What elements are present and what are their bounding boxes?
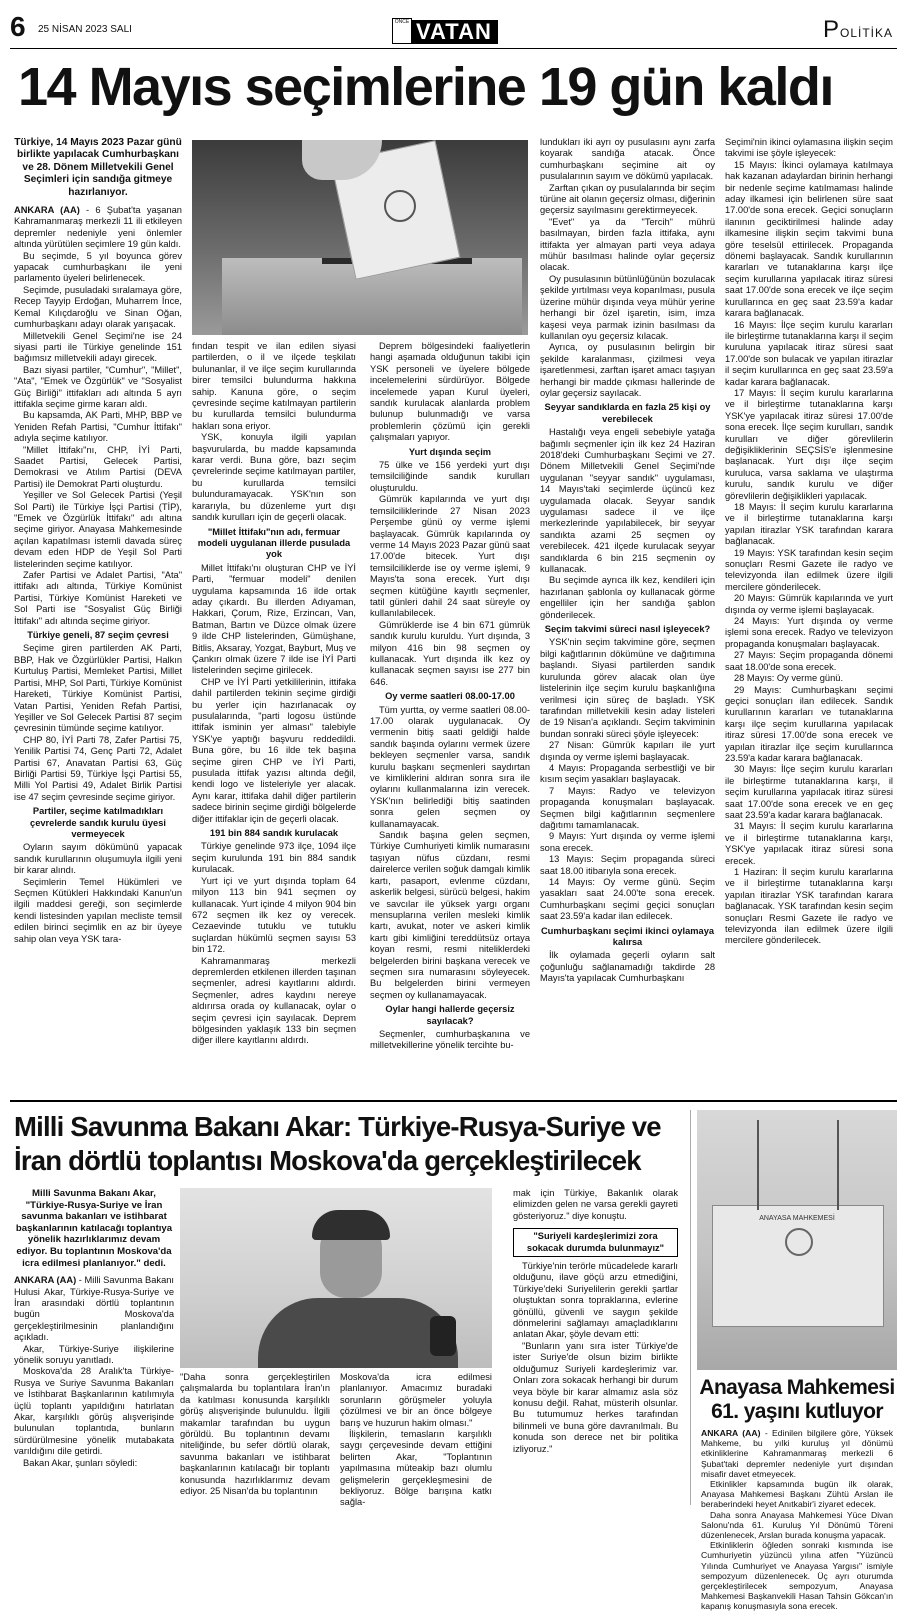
subheading: Seçim takvimi süreci nasıl işleyecek? bbox=[544, 624, 711, 635]
paragraph: "Daha sonra gerçekleştirilen çalışmalarda bu toplantılara İran'ın da katılması konusunda karşılıklı görüş alışverişinde bulunuldu. İlgili makamlar tarafından bu uygun görüldü. Bu toplantının devamı niteliğinde, bu sefer dörtlü olarak, savunma bakanları ve istihbarat başkanlarının katılacağı bir toplantı konusunda hazırlıklarımız devam ediyor. 25 Nisan'da bu toplantının bbox=[180, 1372, 330, 1497]
main-headline: 14 Mayıs seçimlerine 19 gün kaldı bbox=[18, 57, 833, 117]
paragraph: 14 Mayıs: Oy verme günü. Seçim yasakları saat 24.00'te sona erecek. Cumhurbaşkanı seçimi geçici sonuçları saat 23.59'a kadar ilan edilecek. bbox=[540, 877, 715, 922]
paragraph: Seçimlerin Temel Hükümleri ve Seçmen Kütükleri Hakkındaki Kanun'un ilgili maddesi gereği, son seçimlerde kendi listesinden yapılan mecliste temsil edilen birinci seçimlik en az bir üyeye sahip olan veya YSK tara- bbox=[14, 876, 182, 944]
paragraph: mak için Türkiye, Bakanlık olarak elimizden gelen ne varsa gerekli gayreti gösteriyoruz." diye konuştu. bbox=[513, 1188, 678, 1221]
paragraph: Tüm yurtta, oy verme saatleri 08.00-17.00 olarak uygulanacak. Oy vermenin bitiş saati geldiği halde sandık başında oylarını vermek üzere bekleyen seçmenler varsa, sandık kurulu başkanı seçmenleri saydırtan ve kimliklerini aldıran sonra sıra ile oylarını kullanmalarına izin verecek. YSK'nın belirlediği bitiş saatinden sonra gelen seçmen oy kullanamayacak. bbox=[370, 704, 530, 829]
paragraph: Gümrüklerde ise 4 bin 671 gümrük sandık kurulu kuruldu. Yurt dışında, 3 milyon 416 bin 98 seçmen oy kullanacak. Yurt dışında ilk kez oy kullanacak seçmen sayısı ise 277 bin 646. bbox=[370, 619, 530, 687]
paragraph: İlk oylamada geçerli oyların salt çoğunluğu sağlanamadığı takdirde 28 Mayıs'ta yapılacak Cumhurbaşkanı bbox=[540, 950, 715, 984]
dateline: ANKARA (AA) bbox=[701, 1428, 761, 1438]
paragraph: Yurt içi ve yurt dışında toplam 64 milyon 113 bin 941 seçmen oy kullanacak. Yurt içinde 4 milyon 904 bin 672 seçmen ilk kez oy verecek. Cezaevinde tutuklu ve tutuklu suçlardan hükümlü seçmen sayısı 53 bin 172. bbox=[192, 875, 356, 955]
headline-line-1: Anayasa Mahkemesi bbox=[699, 1376, 895, 1399]
paragraph: Moskova'da 28 Aralık'ta Türkiye-Rusya ve Suriye Savunma Bakanları ve İstihbarat Başkanlarının katılımıyla üçlü toplantı yapıldığını hatırlatan Akar, karşılıklı görüş alışverişinde bulunulan toplantıda, bunların sürdürülmesine yönelik mutabakata varıldığını dile getirdi. bbox=[14, 1366, 174, 1457]
building-shape bbox=[712, 1205, 884, 1327]
logo-emblem bbox=[392, 18, 412, 44]
paragraph: Yeşiller ve Sol Gelecek Partisi (Yeşil Sol Parti) ile Türkiye İşçi Partisi (TİP), "Emek ve Özgürlük İttifakı" adı altına seçime giriyor. Anayasa Mahkemesinde açılan kapatılması istemli davada süreç devam eden HDP de Yeşil Sol Parti listelerinden seçime katılıyor. bbox=[14, 490, 182, 569]
paragraph: "Millet İttifakı"nı, CHP, İYİ Parti, Saadet Partisi, Gelecek Partisi, Demokrasi ve Atılım Partisi (DEVA Partisi) ile Demokrat Parti oluşturdu. bbox=[14, 444, 182, 489]
subheading: Yurt dışında seçim bbox=[408, 446, 492, 457]
headline-line-2: İran dörtlü toplantısı Moskova'da gerçekleştirilecek bbox=[14, 1145, 641, 1176]
subheading: "Millet İttifakı"nın adı, fermuar modeli uygulanan illerde pusulada yok bbox=[197, 526, 351, 560]
paragraph: Zarftan çıkan oy pusulalarında bir seçim türüne ait olanın geçersiz olması, diğerinin geçersiz sayılmasını gerektirmeyecek. bbox=[540, 182, 715, 216]
paragraph: CHP ve İYİ Parti yetkililerinin, ittifaka dahil partilerden tekinin seçime girdiği bu yerler için hazırlanacak oy pusulalarında, "parti logosu üstünde ittifak isminin yer alması" talebiyle YSK'ye yaptığı başvuru reddedildi. Buna göre, bu 16 ilde tek başına seçime giren CHP ve İYİ Parti, pusulada ittifak yazısı altında değil, kendi logo ve listeleriyle yer alacak. Aynı karar, ittifaka dahil diğer partilerin sadece birinin seçime girdiği bölgelerde diğer ittifaklar için de geçerli olacak. bbox=[192, 676, 356, 824]
page-number: 6 bbox=[10, 11, 26, 42]
article3-body bbox=[701, 1428, 893, 1612]
paragraph: Türkiye'nin terörle mücadelede kararlı olduğunu, ilave göçü arzu etmediğini, Türkiye'deki Suriyelilerin gerekli şartlar oluştuktan sonra topraklarına, evlerine gönüllü, güvenli ve saygın şekilde dönmelerini sağlamayı amaçladıklarını anlatan Akar, şöyle devam etti: bbox=[513, 1261, 678, 1340]
paragraph: Seçime giren partilerden AK Parti, BBP, Hak ve Özgürlükler Partisi, Halkın Kurtuluş Partisi, Memleket Partisi, Millet Partisi, MHP, Sol Parti, Türkiye Komünist Hareketi, Türkiye Komünist Partisi, Vatan Partisi, Yeniden Refah Partisi, Yeşiller ve Sol Gelecek Partisi 87 seçim çevresinin tümünde seçime katılıyor. bbox=[14, 643, 182, 734]
logo-top-text: ÖNCE bbox=[394, 19, 410, 25]
article1-column-3 bbox=[370, 341, 530, 1091]
paragraph: Bu seçimde, 5 yıl boyunca görev yapacak cumhurbaşkanı ile yeni parlamento üyeleri belirlenecek. bbox=[14, 250, 182, 284]
paragraph: 18 Mayıs: İl seçim kurulu kararlarına ve il birleştirme tutanaklarına karşı yapılan itirazlar YSK tarafından karara bağlanacak. bbox=[725, 502, 893, 547]
article2-column-1 bbox=[14, 1188, 174, 1500]
paragraph: 17 Mayıs: İl seçim kurulu kararlarına ve il birleştirme tutanaklarına karşı YSK'ye yapılacak itiraz süresi 17.00'de sona erecek. İlçe seçim kurulları, sandık kurulları ve diğer görevlilerin değişikliklerinin SEÇSİS'e işlenmesine başlanacak. Yurt dışı ilçe seçim kuruluca, varsa saklama ve ulaştırma kurulu, sandık kurulu ve diğer görevlilerin değişiklikleri yapılacak. bbox=[725, 387, 893, 501]
paragraph: Ayrıca, oy pusulasının belirgin bir şekilde karalanması, çizilmesi veya işaretlenmesi, zarftan işaret amacı taşıyan herhangi bir madde çıkması hallerinde de oylar geçersiz sayılacak. bbox=[540, 342, 715, 398]
article3-first-paragraph bbox=[701, 1428, 893, 1479]
ballot-box-photo bbox=[192, 140, 528, 335]
paragraph: 31 Mayıs: İl seçim kurulu kararlarına ve il birleştirme tutanaklarına karşı, YSK'ye yapılacak itiraz süresi sona erecek. bbox=[725, 821, 893, 866]
paragraph: 15 Mayıs: İkinci oylamaya katılmaya hak kazanan adaylardan birinin herhangi bir nedenle seçime katılmaması halinde aday ilkamesi için belirlenen süre saat 17.00'de sona erecek. Geçici sonuçların ilanının geciktirilmesi halinde aday ilkamesine ilişkin seçim takvimi buna göre teselsül ettirilecek. Propaganda dönemi başlayacak. Sandık kurullarının kararları ve tutanaklarına karşı ilçe seçim kurullarına yapılacak itiraz süresi saat 17.00'de sona erecek ve ilçe seçim kurullarınca en geç saat 23.59'a kadar karara bağlanacak. bbox=[725, 159, 893, 319]
article1-column-1 bbox=[14, 137, 182, 1092]
subheading: "Suriyeli kardeşlerimizi zora sokacak durumda bulunmayız" bbox=[513, 1228, 678, 1257]
paragraph: 28 Mayıs: Oy verme günü. bbox=[734, 673, 844, 684]
article2-column-3 bbox=[340, 1372, 492, 1508]
first-paragraph-text: - Edinilen bilgilere göre, Yüksek Mahkeme, bu yılki kuruluş yıl dönümü etkinliklerine Kahramanmaraş merkezli 6 Şubat'taki depremler nedeniyle yurt dışından misafir davet etmeyecek. bbox=[701, 1428, 893, 1479]
paragraph: 19 Mayıs: YSK tarafından kesin seçim sonuçları Resmi Gazete ile radyo ve televizyonda ilan edilmek üzere ilgili mercilere gönderilecek. bbox=[725, 547, 893, 592]
paragraph: Akar, Türkiye-Suriye ilişkilerine yönelik soruyu yanıtladı. bbox=[14, 1343, 174, 1365]
paragraph: Bakan Akar, şunları söyledi: bbox=[23, 1457, 138, 1468]
paragraph: Oyların sayım dökümünü yapacak sandık kurullarının oluşumuyla ilgili yeni bir karar alındı. bbox=[14, 842, 182, 876]
paragraph: 29 Mayıs: Cumhurbaşkanı seçimi geçici sonuçları ilan edilecek. Sandık kurullarının kararları ve tutanaklarına karşı ilçe seçim kurullarına yapılacak itiraz süresi 17.00'de sona erecek ve yapılan itirazlar ilçe seçim kurullarınca 23.59'a kadar karara bağlanacak. bbox=[725, 684, 893, 763]
dateline: ANKARA (AA) bbox=[14, 1275, 77, 1286]
first-paragraph-text: - 6 Şubat'ta yaşanan Kahramanmaraş merkezli 11 ili etkileyen depremler nedeniyle yeni önlemler altında yürütülen seçimlere 19 gün kaldı. bbox=[14, 205, 182, 250]
subheading: Oy verme saatleri 08.00-17.00 bbox=[385, 691, 515, 702]
headline-line-1: Milli Savunma Bakanı Akar: Türkiye-Rusya-Suriye ve bbox=[14, 1111, 661, 1142]
article3-box bbox=[690, 1110, 898, 1612]
paragraph: 16 Mayıs: İlçe seçim kurulu kararları ile birleştirme tutanaklarına karşı il seçim kuruluna yapılacak itiraz süresi saat 17.00'de son bulacak ve yapılan itirazlar il seçim kurullarınca en geç saat 23.59'a kadar karara bağlanacak. bbox=[725, 319, 893, 387]
article2-column-4 bbox=[513, 1188, 678, 1502]
microphone-icon bbox=[430, 1316, 456, 1356]
paragraph: "Evet" ya da "Tercih" mührü basılmayan, birden fazla ittifaka, aynı ittifakta yer almayan parti veya adaya mühür basılması halinde oylar geçersiz olacak. bbox=[540, 216, 715, 273]
constitutional-court-photo bbox=[697, 1110, 897, 1370]
paragraph: CHP 80, İYİ Parti 78, Zafer Partisi 75, Yenilik Partisi 74, Genç Parti 72, Adalet Partisi 67, Anavatan Partisi 63, Güç Birliği Partisi 59, Türkiye İşçi Partisi 55, Milli Yol Partisi 49, Adalet Birlik Partisi ise 47 seçim çevresinde seçime giriyor. bbox=[14, 734, 182, 802]
paragraph: lundukları iki ayrı oy pusulasını aynı zarfa koyarak sandığa atacak. Önce cumhurbaşkanı seçimine ait oy pusulalarının sayım ve dökümü yapılacak. bbox=[540, 137, 715, 182]
article2-column-2 bbox=[180, 1372, 330, 1502]
paragraph: 9 Mayıs: Yurt dışında oy verme işlemi sona erecek. bbox=[540, 831, 715, 853]
paragraph: Kahramanmaraş merkezli depremlerden etkilenen illerden taşınan seçmenler, adresi kayıtlarını aldırdı. Seçmenler, adres kaydını nereye aldırırsa orada oy kullanacak, oylar o seçim çevresi için sayılacak. Deprem bölgesinden yaklaşık 133 bin seçmen diğer illere kayıtlarını aldırdı. bbox=[192, 955, 356, 1046]
article1-column-5 bbox=[725, 137, 893, 1092]
paragraph: fından tespit ve ilan edilen siyasi partilerden, o il ve ilçede teşkilatı bulunanlar, il ve ilçe seçim kurullarında birer temsilci bulundurma hakkına sahip. Kanuna göre, o seçim çevresinde seçime katılmayan partilerin bu kurullarda temsilci bulundurma hakları sona eriyor. bbox=[192, 341, 356, 431]
subheading: Türkiye geneli, 87 seçim çevresi bbox=[27, 630, 169, 641]
article2-headline bbox=[14, 1110, 684, 1178]
paragraph: 24 Mayıs: Yurt dışında oy verme işlemi sona erecek. Radyo ve televizyon propaganda konuşmaları başlayacak. bbox=[725, 616, 893, 649]
paragraph: Seçimde, pusuladaki sıralamaya göre, Recep Tayyip Erdoğan, Muharrem İnce, Kemal Kılıçdaroğlu ve Sinan Oğan, cumhurbaşkanı adayı olarak yarışacak. bbox=[14, 284, 182, 330]
article1-first-paragraph bbox=[14, 205, 182, 251]
subheading: 191 bin 884 sandık kurulacak bbox=[209, 828, 339, 839]
subheading: Partiler, seçime katılmadıkları çevrelerde sandık kurulu üyesi vermeyecek bbox=[30, 806, 166, 839]
paragraph: 7 Mayıs: Radyo ve televizyon propaganda konuşmaları başlayacak. Seçmen bilgi kağıtlarının seçmenlere dağıtımı tamamlanacak. bbox=[540, 785, 715, 830]
logo-wordmark: VATAN bbox=[412, 20, 498, 44]
paragraph: Millet İttifakı'nı oluşturan CHP ve İYİ Parti, "fermuar modeli" denilen uygulama kapsamında 16 ilde ortak aday çıkardı. Bu illerden Adıyaman, Hakkari, Çorum, Rize, Erzincan, Van, Batman, Bartın ve Düzce olmak üzere 9 ilde CHP listelerinden, Gümüşhane, Bitlis, Aksaray, Yozgat, Bayburt, Muş ve Çankırı olmak üzere 7 ilde ise İYİ Parti listelerinden seçime girilecek. bbox=[192, 562, 356, 676]
paragraph: Moskova'da icra edilmesi planlanıyor. Amacımız buradaki sorunların görüşmeler yoluyla çözülmesi ve bir an önce bölgeye barış ve huzurun hakim olması." bbox=[340, 1372, 492, 1428]
paragraph: 27 Mayıs: Seçim propaganda dönemi saat 18.00'de sona erecek. bbox=[725, 650, 893, 672]
person-body bbox=[258, 1298, 458, 1368]
article1-lead: Türkiye, 14 Mayıs 2023 Pazar günü birlikte yapılacak Cumhurbaşkanı ve 28. Dönem Milletvekili Genel Seçimleri için sandığa gitmeye hazırlanıyor. bbox=[14, 137, 182, 198]
paragraph: Etkinliklerin öğleden sonraki kısmında ise Cumhuriyetin yüzüncü yılına atfen "Yüzüncü Yılında Cumhuriyet ve Anayasa Yargısı" ismiyle sempozyum düzenlenecek. Üç ayrı oturumda gerçekleştirilecek sempozyum, Anayasa Mahkemesi Başkanvekili Hasan Tahsin Gökcan'ın kapanış konuşmasıyla sona erecek. bbox=[701, 1540, 893, 1612]
paragraph: Oy pusulasının bütünlüğünün bozulacak şekilde yırtılması veya koparılması, pusula üzerine mühür dışında veya mühür yerine herhangi bir özel işaretin, isim, imza kaşesi veya parmak izinin basılması da kullanılan oyu geçersiz kılacak. bbox=[540, 273, 715, 341]
building-sign: ANAYASA MAHKEMESİ bbox=[759, 1215, 835, 1222]
paragraph: İlişkilerin, temasların karşılıklı saygı çerçevesinde devam ettiğini belirten Akar, "Toplantının yapılmasına müteakip bazı olumlu gelişmelerin gerçekleşmesini de bekliyoruz. Bölge barışına katkı sağla- bbox=[340, 1429, 492, 1508]
header-rule bbox=[10, 48, 897, 49]
page-header bbox=[0, 0, 907, 52]
paragraph: YSK'nin seçim takvimine göre, seçmen bilgi kağıtlarının dökümüne ve dağıtımına başlandı. Siyasi partilerden sandık kurulunda görev alacak olan üye listelerinin ilçe seçim kurulu başkanlığına verilmesi için süreç de başladı. YSK tarafından milletvekili kesin aday listeleri de 19 Nisan'a açıklandı. Seçim takviminin bundan sonraki süreci şöyle işleyecek: bbox=[540, 637, 715, 739]
issue-date: 25 NİSAN 2023 SALI bbox=[38, 24, 132, 35]
paragraph: 20 Mayıs: Gümrük kapılarında ve yurt dışında oy verme işlemi başlayacak. bbox=[725, 593, 893, 615]
article-divider bbox=[10, 1100, 897, 1102]
envelope-seal-icon bbox=[384, 190, 416, 222]
article3-headline bbox=[697, 1376, 897, 1424]
hulusi-akar-photo bbox=[180, 1188, 492, 1368]
section-rest: OLİTİKA bbox=[839, 26, 893, 40]
subheading: Oylar hangi hallerde geçersiz sayılacak? bbox=[385, 1004, 515, 1026]
paragraph: 30 Mayıs: İlçe seçim kurulu kararları ile birleştirme tutanaklarına karşı, il seçim kurullarına yapılacak itiraz süresi saat 17.00'de sona erecek ve en geç saat 23.59'a kadar karara bağlanacak. bbox=[725, 764, 893, 820]
paragraph: 13 Mayıs: Seçim propaganda süreci saat 18.00 itibarıyla sona erecek. bbox=[540, 854, 715, 876]
first-paragraph-text: - Milli Savunma Bakanı Hulusi Akar, Türkiye-Rusya-Suriye ve İran arasındaki dörtlü toplantının bugün Moskova'da gerçekleştirilmesinin planlandığını açıkladı. bbox=[14, 1275, 174, 1343]
section-initial: P bbox=[822, 16, 840, 43]
paragraph: Türkiye genelinde 973 ilçe, 1094 ilçe seçim kurulunda 191 bin 884 sandık kurulacak. bbox=[192, 841, 356, 875]
headline-line-2: 61. yaşını kutluyor bbox=[711, 1400, 883, 1423]
subheading: Cumhurbaşkanı seçimi ikinci oylamaya kalırsa bbox=[540, 925, 715, 948]
article2-lead: Milli Savunma Bakanı Akar, "Türkiye-Rusya-Suriye ve İran savunma bakanları ve istihbarat başkanlarının katılacağı toplantıya yönelik hazırlıklarımız devam ediyor. Bu toplantının Moskova'da icra edilmesi planlanıyor." dedi. bbox=[15, 1188, 173, 1269]
military-cap bbox=[312, 1210, 390, 1240]
paragraph: 27 Nisan: Gümrük kapıları ile yurt dışında oy verme işlemi başlayacak. bbox=[540, 740, 715, 762]
paragraph: Etkinlikler kapsamında bugün ilk olarak, Anayasa Mahkemesi Başkanı Zühtü Arslan ile beraberindeki heyet Anıtkabir'i ziyaret edecek. bbox=[701, 1479, 893, 1510]
section-label bbox=[823, 16, 893, 44]
flagpole bbox=[837, 1120, 839, 1210]
dateline: ANKARA (AA) bbox=[14, 205, 80, 216]
subheading: Seyyar sandıklarda en fazla 25 kişi oy verebilecek bbox=[544, 402, 711, 424]
paragraph: 4 Mayıs: Propaganda serbestliği ve bir kısım seçim yasakları başlayacak. bbox=[540, 762, 715, 785]
paragraph: Hastalığı veya engeli sebebiyle yatağa bağımlı seçmenler için ilk kez 24 Haziran 2018'deki Cumhurbaşkanı Seçimi ve 27. Dönem Milletvekili Genel Seçimi'nde uygulanan "seyyar sandık" uygulaması, 14 Mayıs'taki seçimlerde üçüncü kez uygulamada olacak. Seyyar sandık uygulaması sadece il ve ilçe merkezlerinde yapılabilecek, bir seyyar sandıkta azami 25 seçmen oy verebilecek. 421 ilçede kurulacak seyyar sandıklarda 6 bin 215 seçmenin oy kullanacak. bbox=[540, 427, 715, 575]
court-emblem-icon bbox=[785, 1228, 813, 1256]
flagpole bbox=[757, 1120, 759, 1210]
article2-first-paragraph bbox=[14, 1275, 174, 1343]
paragraph: Seçimi'nin ikinci oylamasına ilişkin seçim takvimi ise şöyle işleyecek: bbox=[725, 137, 893, 159]
paragraph: Gümrük kapılarında ve yurt dışı temsilciliklerinde 27 Nisan 2023 Perşembe günü oy verme işlemi başlayacak. Gümrük kapılarında oy verme 14 Mayıs 2023 Pazar günü saat 17.00'de bitecek. Yurt dışı temsilciliklerde ise oy verme işlemi, 9 Mayıs'ta sona erecek. Yurt dışı seçmen kütüğüne kayıtlı seçmenler, tatil günleri dahil 24 saat süreyle oy kullanılabilecek. bbox=[370, 494, 530, 619]
paragraph: Daha sonra Anayasa Mahkemesi Yüce Divan Salonu'nda 61. Kuruluş Yıl Dönümü Töreni düzenlenecek, Arslan burada konuşma yapacak. bbox=[701, 1509, 893, 1541]
paragraph: Bu kapsamda, AK Parti, MHP, BBP ve Yeniden Refah Partisi, "Cumhur İttifakı" adıyla seçime katılıyor. bbox=[14, 410, 182, 444]
paragraph: Bu seçimde ayrıca ilk kez, kendileri için hazırlanan şablonla oy kullanacak görme engelliler için her sandığa şablon gönderilecek. bbox=[540, 575, 715, 620]
vatan-logo bbox=[392, 18, 498, 44]
paragraph: Milletvekili Genel Seçimi'ne ise 24 siyasi parti ile Türkiye genelinde 151 bağımsız milletvekili adayı girecek. bbox=[14, 330, 182, 364]
paragraph: YSK, konuyla ilgili yapılan başvurularda, bu madde kapsamında karar verdi. Buna göre, bazı seçim çevrelerinde seçime katılmayan partiler, bu kurullarda temsilci bulunduramayacak. YSK'nın son kararıyla, bu düzenleme yurt dışı sandık kurulları için de geçerli olacak. bbox=[192, 432, 356, 523]
paragraph: 75 ülke ve 156 yerdeki yurt dışı temsilciliğinde sandık kurulları oluşturuldu. bbox=[370, 460, 530, 493]
paragraph: Bazı siyasi partiler, "Cumhur", "Millet", "Ata", "Emek ve Özgürlük" ve "Sosyalist Güç Birliği" ittifakları adı altında 5 ayrı ittifakla seçime girme kararı aldı. bbox=[14, 364, 182, 409]
paragraph: Zafer Partisi ve Adalet Partisi, "Ata" ittifakı adı altında, Türkiye Komünist Partisi, Türkiye Komünist Hareketi ve Sol Parti ise "Sosyalist Güç Birliği İttifakı" adı altında seçime giriyor. bbox=[14, 570, 182, 626]
paragraph: 1 Haziran: İl seçim kurulu kararlarına ve il birleştirme tutanaklarına karşı yapılan itirazlar YSK tarafından karara bağlanacak. YSK tarafından kesin seçim sonuçları Resmi Gazete ile radyo ve televizyonda ilan edilmek üzere ilgili mercilere gönderilecek. bbox=[725, 867, 893, 946]
paragraph: Deprem bölgesindeki faaliyetlerin hangi aşamada olduğunun takibi için YSK personeli ve üyelere bölgede incelemelerini sürdürüyor. Bölgede incelemede yapan Kurul üyeleri, sandık kurulacak alanlarda problem bulunup bulunmadığı ve varsa problemlerin çözümü için gerekli çalışmaları yapıyor. bbox=[370, 341, 530, 443]
paragraph: "Bunların yanı sıra ister Türkiye'de ister Suriye'de olsun bizim birlikte olduğumuz Suriyeli kardeşlerimiz var. Onları zora sokacak herhangi bir durum veya böyle bir karar almamız asla söz konusu değil. Rahat, müsterih olsunlar. Bu tutumumuz herkes tarafından bilinmeli ve buna göre davranılmalı. Bu konuda son derece net bir politika izliyoruz." bbox=[513, 1340, 678, 1454]
paragraph: Seçmenler, cumhurbaşkanına ve milletvekillerine yönelik tercihte bu- bbox=[370, 1028, 530, 1051]
paragraph: Sandık başına gelen seçmen, Türkiye Cumhuriyeti kimlik numarasını taşıyan nüfus cüzdanı, resmi dairelerce verilen soğuk damgalı kimlik kartı, pasaport, evlenme cüzdanı, askerlik belgesi, sürücü belgesi, hakim ve savcılar ile yüksek yargı organı mensuplarına verilen mesleki kimlik kartı, avukat, noter ve askeri kimlik kartı gibi kimliğini tereddütsüz ortaya koyan resmi, resmi niteliklerdeki belgelerden birini başkana verecek ve seçmen sıra numarasını söyleyecek. Bu belgelerden birini vermeyen seçmen oy kullanamayacak. bbox=[370, 830, 530, 1000]
article1-column-4 bbox=[540, 137, 715, 1092]
article1-column-2 bbox=[192, 341, 356, 1091]
